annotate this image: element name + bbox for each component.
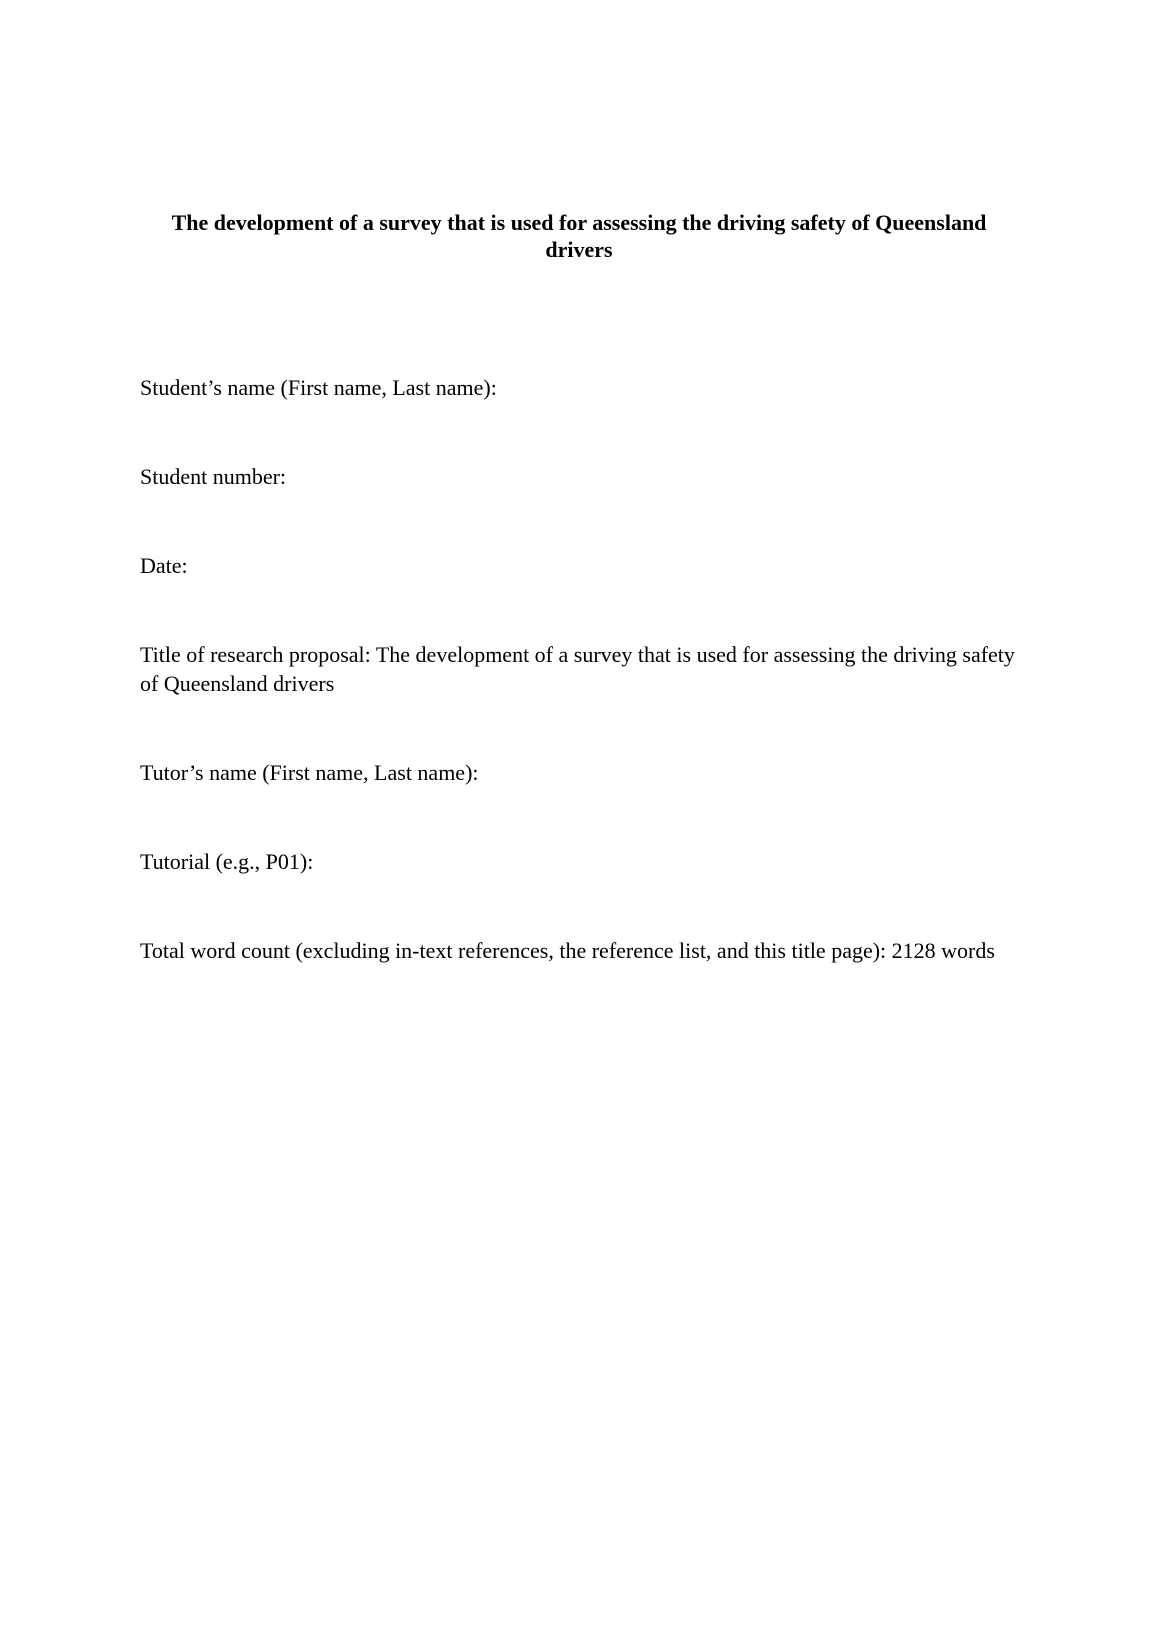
word-count-field: Total word count (excluding in-text references, the reference list, and this title page): 2128 words: [140, 938, 995, 963]
tutorial-field: Tutorial (e.g., P01):: [140, 849, 314, 874]
student-name-field: Student’s name (First name, Last name):: [140, 375, 497, 400]
student-number-field: Student number:: [140, 464, 287, 489]
tutor-name-field: Tutor’s name (First name, Last name):: [140, 760, 479, 785]
document-title: The development of a survey that is used for assessing the driving safety of Queensland drivers: [171, 210, 987, 262]
date-field: Date:: [140, 553, 188, 578]
research-proposal-title-field: Title of research proposal: The development of a survey that is used for assessing the driving safety of Queensland drivers: [140, 642, 1015, 696]
